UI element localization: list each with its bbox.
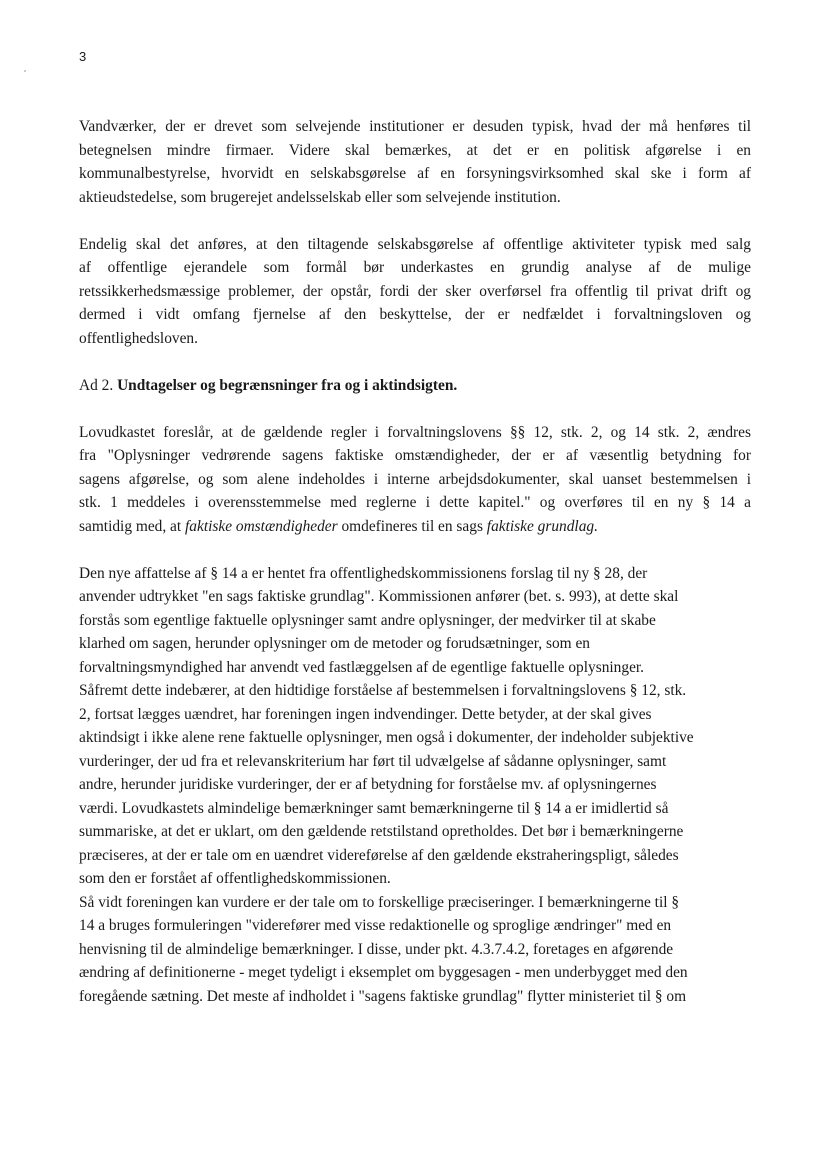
text-line: kommunalbestyrelse, hvorvidt en selskabsgørelse af en forsyningsvirksomhed skal ske i form af — [79, 165, 751, 182]
section-heading — [79, 374, 751, 398]
page-number: 3 — [79, 49, 87, 64]
text-line: Vandværker, der er drevet som selvejende institutioner er desuden typisk, hvad der må henføres til — [79, 118, 751, 135]
text-line: betegnelsen mindre firmaer. Videre skal bemærkes, at det er en politisk afgørelse i en — [79, 141, 751, 159]
section-heading-prefix: Ad 2. — [79, 376, 114, 394]
text-line: præciseres, at der er tale om en uændret videreførelse af den gældende ekstraheringspligt, således — [79, 846, 679, 864]
text-line: vurderinger, der ud fra et relevanskriterium har ført til udvælgelse af sådanne oplysninger, samt — [79, 752, 667, 770]
text-line: 14 a bruges formuleringen "viderefører med visse redaktionelle og sproglige ændringer" med en — [79, 917, 672, 934]
paragraph-2 — [79, 233, 751, 351]
italic-term: faktiske grundlag. — [486, 517, 598, 535]
text-line: summariske, at det er uklart, om den gældende retstilstand opretholdes. Det bør i bemærkningerne — [79, 823, 684, 840]
italic-term: faktiske omstændigheder — [185, 517, 338, 535]
text-line: offentlighedsloven. — [79, 329, 198, 347]
text-line: dermed i vidt omfang fjernelse af den beskyttelse, der er nedfældet i forvaltningsloven og — [79, 306, 751, 323]
section-heading-title: Undtagelser og begrænsninger fra og i aktindsigten. — [117, 376, 458, 394]
text-line: retssikkerhedsmæssige problemer, der opstår, fordi der sker overførsel fra offentlig til privat drift og — [79, 282, 751, 300]
text-line: Lovudkastet foreslår, at de gældende regler i forvaltningslovens §§ 12, stk. 2, og 14 stk. 2, ændres — [79, 423, 751, 441]
paragraph-3 — [79, 421, 751, 539]
text-line: ændring af definitionerne - meget tydeligt i eksemplet om byggesagen - men underbygget med den — [79, 964, 688, 981]
text-line: aktieudstedelse, som brugerejet andelsselskab eller som selvejende institution. — [79, 188, 561, 206]
paragraph-1 — [79, 115, 751, 209]
document-body — [79, 115, 751, 1032]
text-line: fra "Oplysninger vedrørende sagens faktiske omstændigheder, der er af væsentlig betydning for — [79, 447, 751, 464]
text-line: forstås som egentlige faktuelle oplysninger samt andre oplysninger, der medvirker til at skabe — [79, 611, 656, 629]
text-line: anvender udtrykket "en sags faktiske grundlag". Kommissionen anfører (bet. s. 993), at dette skal — [79, 588, 679, 605]
text-line: klarhed om sagen, herunder oplysninger om de metoder og forudsætninger, som en — [79, 635, 591, 652]
text-run: samtidig med, at — [79, 517, 186, 535]
text-line: Såfremt dette indebærer, at den hidtidige forståelse af bestemmelsen i forvaltningslovens § 12, stk. — [79, 682, 687, 699]
text-line: aktindsigt i ikke alene rene faktuelle oplysninger, men også i dokumenter, der indeholder subjektive — [79, 729, 694, 746]
text-line: stk. 1 meddeles i overensstemmelse med reglerne i dette kapitel." og overføres til en ny § 14 a — [79, 494, 751, 511]
text-line: værdi. Lovudkastets almindelige bemærkninger samt bemærkningerne til § 14 a er imidlertid så — [79, 799, 669, 817]
text-line: foregående sætning. Det meste af indholdet i "sagens faktiske grundlag" flytter ministeriet til § om — [79, 987, 687, 1005]
text-line: Endelig skal det anføres, at den tiltagende selskabsgørelse af offentlige aktiviteter typisk med salg — [79, 235, 751, 253]
text-line-mixed — [79, 515, 751, 539]
text-line: Den nye affattelse af § 14 a er hentet fra offentlighedskommissionens forslag til ny § 28, der — [79, 564, 648, 582]
text-line: Så vidt foreningen kan vurdere er der tale om to forskellige præciseringer. I bemærkningerne til § — [79, 893, 680, 911]
text-line: andre, herunder juridiske vurderinger, der er af betydning for forståelse mv. af oplysningernes — [79, 776, 657, 793]
scan-speck — [24, 70, 26, 72]
text-line: som den er forstået af offentlighedskommissionen. — [79, 870, 391, 887]
text-line: sagens afgørelse, og som alene indeholdes i interne arbejdsdokumenter, skal uanset bestemmelsen i — [79, 470, 751, 488]
text-run: omdefineres til en sags — [337, 517, 487, 535]
text-line: af offentlige ejerandele som formål bør underkastes en grundig analyse af de mulige — [79, 259, 751, 276]
text-line: forvaltningsmyndighed har anvendt ved fastlæggelsen af de egentlige faktuelle oplysninger. — [79, 658, 645, 676]
text-line: 2, fortsat lægges uændret, har foreningen ingen indvendinger. Dette betyder, at der skal gives — [79, 705, 652, 723]
paragraph-4 — [79, 562, 751, 1009]
text-line: henvisning til de almindelige bemærkninger. I disse, under pkt. 4.3.7.4.2, foretages en afgørende — [79, 940, 674, 958]
